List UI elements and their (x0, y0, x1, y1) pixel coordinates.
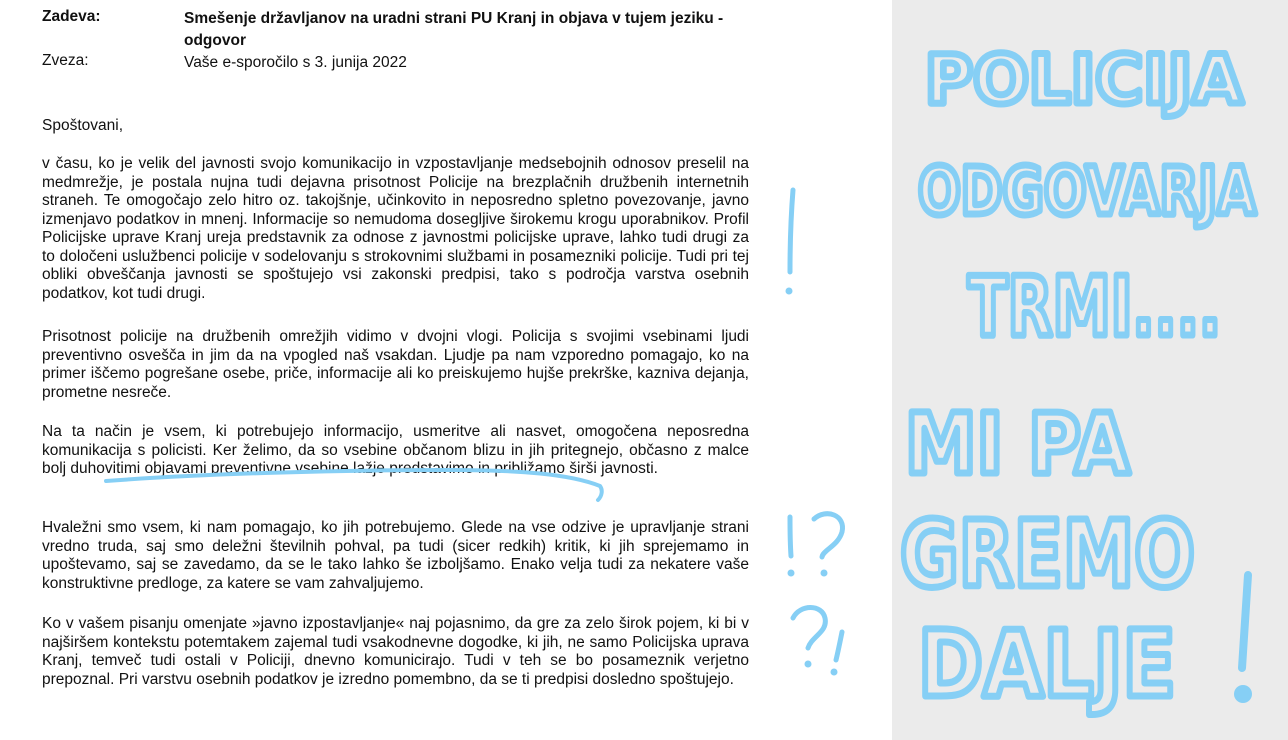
handwritten-line-2: ODGOVARJA (918, 153, 1256, 230)
paragraph-4: Hvaležni smo vsem, ki nam pomagajo, ko jih potrebujemo. Glede na vse odzive je upravljanje strani vredno truda, saj smo deležni številnih pohval, pa tudi (sicer redkih) kritik, ki jih sprejemamo in upoštevamo, saj se zavedamo, da se le tako lahko še izboljšamo. Enako velja tudi za nekatere vaše konstruktivne predloge, za katere se vam zahvaljujemo. (42, 519, 749, 592)
side-panel (892, 0, 1288, 740)
paragraph-2: Prisotnost policije na družbenih omrežjih vidimo v dvojni vlogi. Policija s svojimi vsebinami ljudi preventivno osvešča in jim da na vpogled naš vsakdan. Ljudje pa nam vzporedno pomagajo, ko na primer iščemo pogrešane osebe, priče, informacije ali ko preiskujemo hujše prekrške, kazniva dejanja, prometne nesreče. (42, 328, 749, 401)
handwritten-line-6: DALJE (918, 611, 1176, 718)
greeting: Spoštovani, (42, 117, 123, 134)
handwritten-line-5: GREMO (900, 501, 1195, 608)
paragraph-3: Na ta način je vsem, ki potrebujejo informacijo, usmeritve ali nasvet, omogočena neposredna komunikacija s policisti. Ker želimo, da so vsebine občanom blizu in jih pritegnejo, občasno z malce bolj duhovitimi objavami preventivne vsebine lažje predstavimo in približamo širši javnosti. (42, 423, 749, 477)
reference-value: Vaše e-sporočilo s 3. junija 2022 (184, 54, 407, 71)
subject-label: Zadeva: (42, 8, 101, 25)
subject-value: Smešenje državljanov na uradni strani PU Kranj in objava v tujem jeziku - odgovor (184, 10, 724, 49)
handwritten-line-3: TRMI.... (968, 260, 1221, 355)
reference-label: Zveza: (42, 52, 89, 69)
handwritten-line-1: POLICIJA (925, 41, 1244, 120)
paragraph-5: Ko v vašem pisanju omenjate »javno izpostavljanje« naj pojasnimo, da gre za zelo širok pojem, ki bi v najširšem kontekstu potemtakem zajemal tudi vsakodnevne dogodke, ki jih, ne samo Policijska uprava Kranj, temveč tudi ostali v Policiji, dnevno komunicirajo. Tudi v teh se bo posameznik verjetno prepoznal. Pri varstvu osebnih podatkov je izredno pomembno, da se ti predpisi dosledno spoštujejo. (42, 615, 749, 688)
handwritten-line-4: MI PA (905, 395, 1130, 493)
paragraph-1: v času, ko je velik del javnosti svojo komunikacijo in vzpostavljanje medsebojnih odnosov preselil na medmrežje, je postala nujna tudi dejavna prisotnost Policije na brezplačnih družbenih internetnih straneh. Te omogočajo zelo hitro oz. takojšnje, učinkovito in neposredno spletno povezovanje, javno izmenjavo podatkov in mnenj. Informacije so nemudoma dosegljive širokemu krogu uporabnikov. Profil Policijske uprave Kranj ureja predstavnik za odnose z javnostmi policijske uprave, lahko tudi drugi za to določeni uslužbenci policije v sodelovanju s strokovnimi službami in posamezniki policije. Tudi pri tej obliki obveščanja javnosti se spoštujejo vsi zakonski predpisi, tako s področja varstva osebnih podatkov, kot tudi drugi. (42, 155, 749, 302)
